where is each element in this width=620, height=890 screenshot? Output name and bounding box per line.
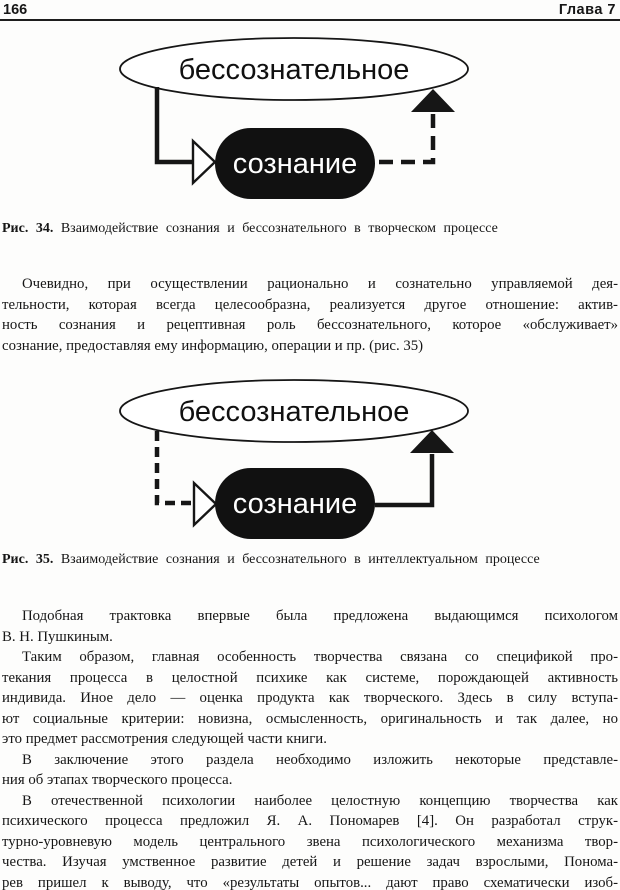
text-line: В. Н. Пушкиным. xyxy=(2,628,113,645)
paragraph-1 xyxy=(2,274,618,356)
conscious-label: сознание xyxy=(232,148,358,180)
page-header xyxy=(0,2,620,20)
text-line: Таким образом, главная особенность творчества связана со спецификой про- xyxy=(22,649,618,665)
figure-34-diagram xyxy=(0,35,620,215)
text-line: индивида. Иное дело — оценка продукта как творческого. Здесь в силу вступа- xyxy=(2,690,618,706)
figure-number: Рис. 35. xyxy=(2,552,54,567)
text-line: В отечественной психологии наиболее целостную концепцию творчества как xyxy=(22,792,618,809)
conscious-label: сознание xyxy=(232,488,358,520)
unconscious-label: бессознательное xyxy=(178,396,410,428)
figure-35-caption xyxy=(2,552,618,568)
text-line: Подобная трактовка впервые была предложена выдающимся психологом xyxy=(22,608,618,624)
filled-arrowhead xyxy=(411,89,455,112)
solid-arrow-line xyxy=(157,87,192,162)
text-line: Очевидно, при осуществлении рационально и сознательно управляемой дея- xyxy=(22,276,618,292)
chapter-label: Глава 7 xyxy=(558,2,616,18)
text-line: чества. Изучая умственное развитие детей и решение задач взрослыми, Понома- xyxy=(2,854,618,870)
text-line: турно-уровневую модель центрального звена психологического механизма твор- xyxy=(2,833,618,850)
text-line: сознание, предоставляя ему информацию, операции и пр. (рис. 35) xyxy=(2,337,424,354)
unconscious-label: бессознательное xyxy=(178,54,410,86)
figure-35-diagram xyxy=(0,372,620,552)
header-rule xyxy=(0,19,620,21)
text-line: ность сознания и рецептивная роль бессознательного, которое «обслуживает» xyxy=(2,317,618,333)
figure-caption-text: Взаимодействие сознания и бессознательного в творческом процессе xyxy=(60,221,498,236)
figure-caption-text: Взаимодействие сознания и бессознательного в интеллектуальном процессе xyxy=(60,552,540,567)
text-line: тельности, которая всегда целесообразна, реализуется другое отношение: актив- xyxy=(2,296,618,313)
text-line: ния об этапах творческого процесса. xyxy=(2,772,233,788)
text-line: это предмет рассмотрения следующей части книги. xyxy=(2,731,327,747)
text-line: текания процесса в целостной психике как системе, порождающей активность xyxy=(2,669,618,686)
text-line: ют социальные критерии: новизна, осмысленность, оригинальность и так далее, но xyxy=(2,710,618,727)
hollow-arrowhead xyxy=(194,483,216,525)
figure-34-caption xyxy=(2,221,618,237)
hollow-arrowhead xyxy=(193,141,215,183)
figure-number: Рис. 34. xyxy=(2,221,54,236)
dashed-arrow-line xyxy=(379,114,433,162)
text-line: В заключение этого раздела необходимо изложить некоторые представле- xyxy=(22,751,618,768)
solid-arrow-line xyxy=(375,454,432,505)
body-text xyxy=(2,606,618,890)
text-line: психического процесса предложил Я. А. Пономарев [4]. Он разработал струк- xyxy=(2,813,618,829)
dashed-arrow-line xyxy=(157,431,192,503)
page-number: 166 xyxy=(3,2,28,18)
text-line: рев пришел к выводу, что «результаты опытов... дают право схематически изоб- xyxy=(2,874,618,890)
